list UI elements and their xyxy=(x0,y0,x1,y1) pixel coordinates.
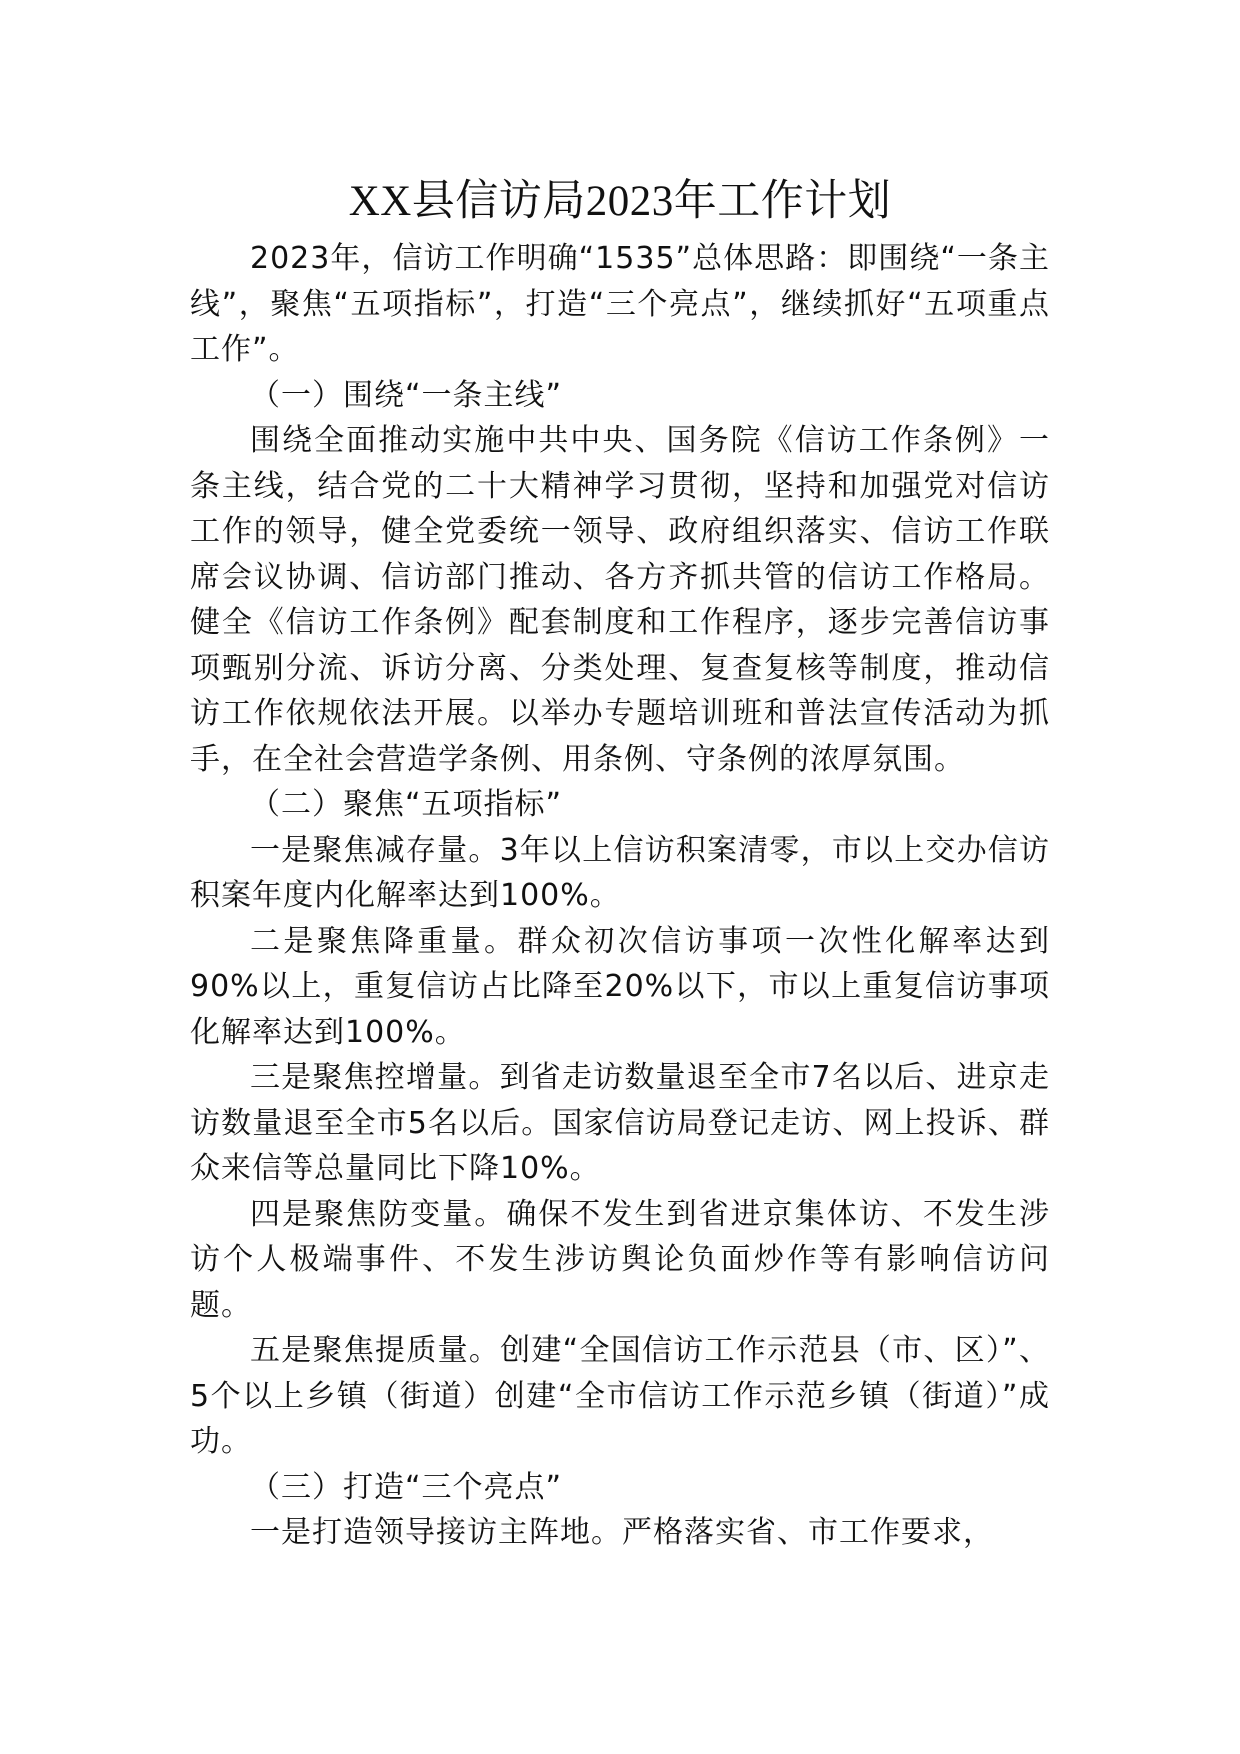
indicator-paragraph-4: 四是聚焦防变量。确保不发生到省进京集体访、不发生涉访个人极端事件、不发生涉访舆论负面炒作等有影响信访问题。 xyxy=(190,1196,1050,1323)
section-heading-3: （三）打造“三个亮点” xyxy=(250,1469,563,1505)
section-heading-1: （一）围绕“一条主线” xyxy=(250,377,563,413)
section-1-paragraph: 围绕全面推动实施中共中央、国务院《信访工作条例》一条主线，结合党的二十大精神学习贯彻，坚持和加强党对信访工作的领导，健全党委统一领导、政府组织落实、信访工作联席会议协调、信访部门推动、各方齐抓共管的信访工作格局。健全《信访工作条例》配套制度和工作程序，逐步完善信访事项甄别分流、诉访分离、分类处理、复查复核等制度，推动信访工作依规依法开展。以举办专题培训班和普法宣传活动为抓手，在全社会营造学条例、用条例、守条例的浓厚氛围。 xyxy=(190,423,1050,777)
indicator-paragraph-5: 五是聚焦提质量。创建“全国信访工作示范县（市、区）”、5个以上乡镇（街道）创建“全市信访工作示范乡镇（街道）”成功。 xyxy=(190,1333,1050,1459)
indicator-paragraph-2: 二是聚焦降重量。群众初次信访事项一次性化解率达到90%以上，重复信访占比降至20%以下，市以上重复信访事项化解率达到100%。 xyxy=(190,923,1050,1050)
indicator-paragraph-1: 一是聚焦减存量。3年以上信访积案清零，市以上交办信访积案年度内化解率达到100%。 xyxy=(190,832,1050,913)
document-title: XX县信访局2023年工作计划 xyxy=(348,178,892,225)
section-heading-2: （二）聚焦“五项指标” xyxy=(250,787,563,822)
highlight-paragraph-1: 一是打造领导接访主阵地。严格落实省、市工作要求， xyxy=(250,1515,994,1550)
indicator-paragraph-3: 三是聚焦控增量。到省走访数量退至全市7名以后、进京走访数量退至全市5名以后。国家信访局登记走访、网上投诉、群众来信等总量同比下降10%。 xyxy=(190,1060,1050,1186)
intro-paragraph: 2023年，信访工作明确“1535”总体思路：即围绕“一条主线”，聚焦“五项指标”，打造“三个亮点”，继续抓好“五项重点工作”。 xyxy=(190,241,1050,367)
